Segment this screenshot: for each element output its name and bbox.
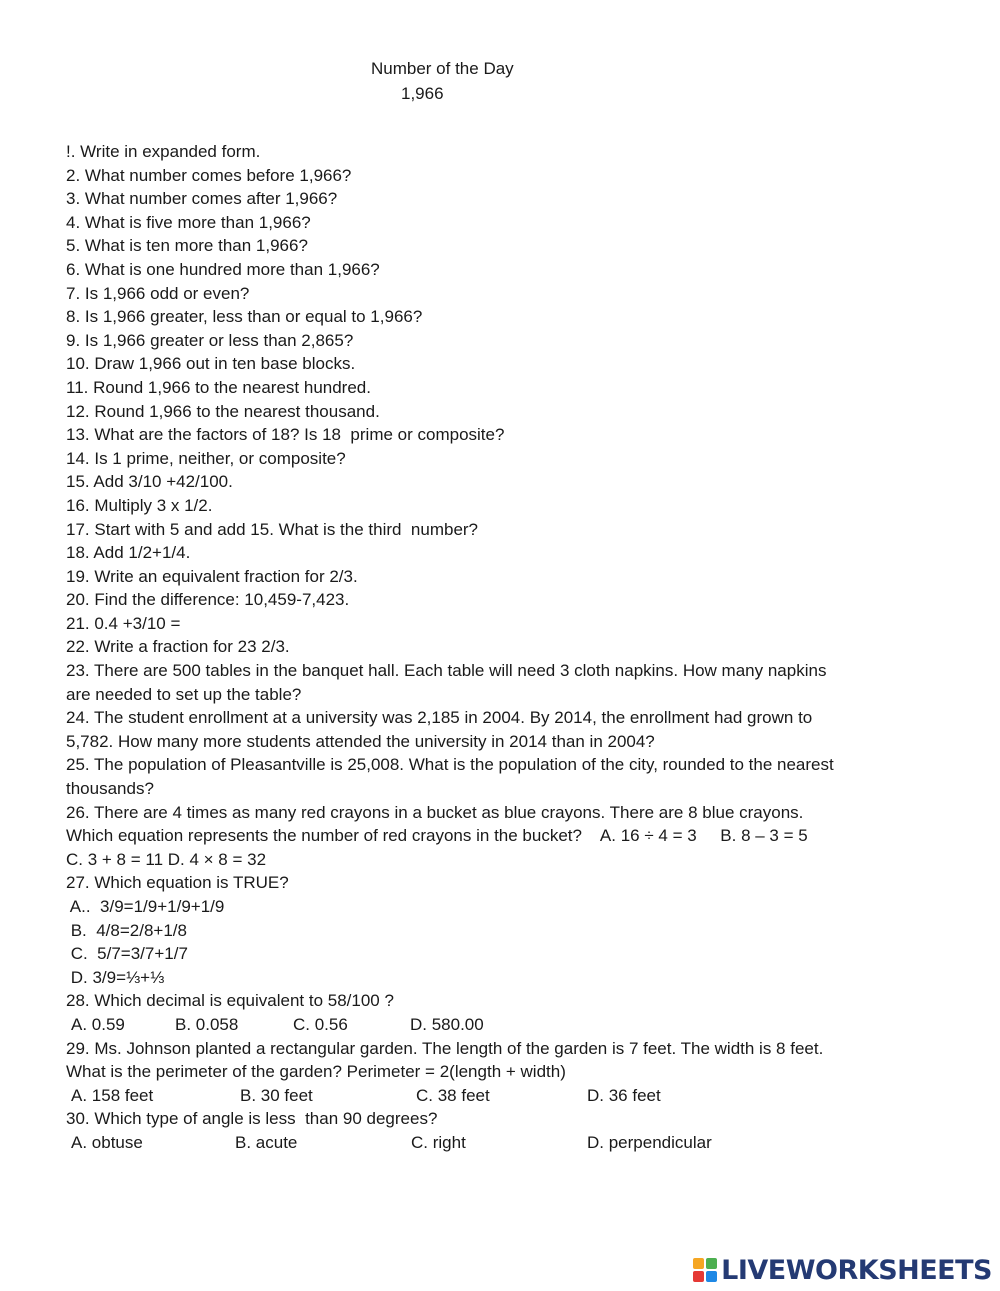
question-30-option-c: C. right [411,1132,466,1152]
question-24-line-2: 5,782. How many more students attended the university in 2014 than in 2004? [66,731,655,751]
question-26-line-3: C. 3 + 8 = 11 D. 4 × 8 = 32 [66,849,267,869]
question-8: 8. Is 1,966 greater, less than or equal to 1,966? [66,307,423,327]
question-28-option-b: B. 0.058 [175,1014,239,1034]
question-19: 19. Write an equivalent fraction for 2/3. [66,566,358,586]
question-29-options [66,1084,896,1108]
question-29-line-1: 29. Ms. Johnson planted a rectangular garden. The length of the garden is 7 feet. The width is 8 feet. [66,1038,824,1058]
question-14: 14. Is 1 prime, neither, or composite? [66,448,346,468]
question-11: 11. Round 1,966 to the nearest hundred. [66,377,371,397]
question-28-option-c: C. 0.56 [293,1014,348,1034]
question-27-stem: 27. Which equation is TRUE? [66,873,289,893]
question-9: 9. Is 1,966 greater or less than 2,865? [66,330,354,350]
question-29-option-a: A. 158 feet [71,1085,154,1105]
question-17: 17. Start with 5 and add 15. What is the third number? [66,519,479,539]
question-10: 10. Draw 1,966 out in ten base blocks. [66,354,356,374]
question-29-option-c: C. 38 feet [416,1085,490,1105]
logo-block [706,1258,717,1269]
question-21: 21. 0.4 +3/10 = [66,613,181,633]
question-26-line-2: Which equation represents the number of red crayons in the bucket? A. 16 ÷ 4 = 3 B. 8 – 3 = 5 [66,826,808,846]
question-30-option-d: D. perpendicular [587,1132,712,1152]
question-2: 2. What number comes before 1,966? [66,165,352,185]
question-7: 7. Is 1,966 odd or even? [66,283,250,303]
question-29-option-d: D. 36 feet [587,1085,661,1105]
question-28-options [66,1013,896,1037]
question-27-option-c: C. 5/7=3/7+1/7 [66,944,188,964]
question-18: 18. Add 1/2+1/4. [66,543,191,563]
logo-blocks-icon [693,1258,717,1282]
question-30-options [66,1131,896,1155]
question-4: 4. What is five more than 1,966? [66,212,311,232]
logo-text: LIVEWORKSHEETS [721,1254,992,1286]
question-24-line-1: 24. The student enrollment at a university was 2,185 in 2004. By 2014, the enrollment had grown to [66,708,813,728]
question-26-line-1: 26. There are 4 times as many red crayons in a bucket as blue crayons. There are 8 blue crayons. [66,802,804,822]
question-list [66,140,896,1155]
question-30-option-b: B. acute [235,1132,298,1152]
question-28-option-d: D. 580.00 [410,1014,484,1034]
question-22: 22. Write a fraction for 23 2/3. [66,637,290,657]
logo-block [693,1271,704,1282]
logo-block [693,1258,704,1269]
question-29-option-b: B. 30 feet [240,1085,313,1105]
question-23-line-1: 23. There are 500 tables in the banquet hall. Each table will need 3 cloth napkins. How many napkins [66,661,827,681]
question-20: 20. Find the difference: 10,459-7,423. [66,590,350,610]
question-28-stem: 28. Which decimal is equivalent to 58/100 ? [66,991,394,1011]
liveworksheets-logo [693,1254,992,1286]
question-29-line-2: What is the perimeter of the garden? Perimeter = 2(length + width) [66,1062,566,1082]
question-1: !. Write in expanded form. [66,142,261,161]
question-30-option-a: A. obtuse [71,1132,143,1152]
question-27-option-a: A.. 3/9=1/9+1/9+1/9 [66,897,225,916]
question-3: 3. What number comes after 1,966? [66,189,338,209]
question-28-option-a: A. 0.59 [71,1014,125,1034]
question-27-option-b: B. 4/8=2/8+1/8 [66,920,187,940]
question-15: 15. Add 3/10 +42/100. [66,472,233,492]
logo-block [706,1271,717,1282]
question-16: 16. Multiply 3 x 1/2. [66,495,213,515]
number-of-the-day: 1,966 [401,84,444,103]
question-25-line-1: 25. The population of Pleasantville is 25,008. What is the population of the city, rounded to the nearest [66,755,834,775]
page-title: Number of the Day [371,59,514,78]
question-23-line-2: are needed to set up the table? [66,684,302,704]
question-25-line-2: thousands? [66,779,154,799]
question-12: 12. Round 1,966 to the nearest thousand. [66,401,380,421]
question-13: 13. What are the factors of 18? Is 18 prime or composite? [66,425,505,445]
question-6: 6. What is one hundred more than 1,966? [66,259,380,279]
question-27-option-d: D. 3/9=⅓+⅓ [66,967,165,987]
question-5: 5. What is ten more than 1,966? [66,236,308,256]
question-30-stem: 30. Which type of angle is less than 90 degrees? [66,1109,438,1129]
